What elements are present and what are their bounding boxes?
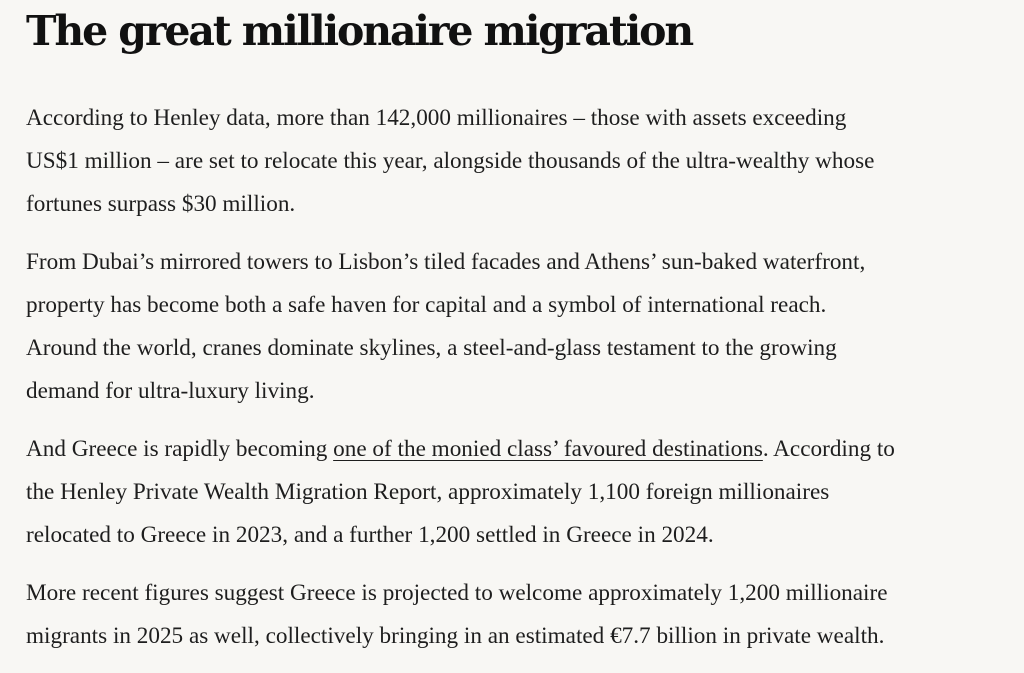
article-paragraph-2 (26, 241, 1006, 413)
paragraph-line: From Dubai’s mirrored towers to Lisbon’s tiled facades and Athens’ sun-baked waterfront, (26, 249, 866, 275)
paragraph-line: relocated to Greece in 2023, and a further 1,200 settled in Greece in 2024. (26, 522, 714, 548)
paragraph-line: According to Henley data, more than 142,000 millionaires – those with assets exceeding (26, 105, 847, 131)
paragraph-line: fortunes surpass $30 million. (26, 191, 296, 217)
paragraph-line: More recent figures suggest Greece is projected to welcome approximately 1,200 millionaire (26, 580, 888, 606)
paragraph-line: migrants in 2025 as well, collectively bringing in an estimated €7.7 billion in private wealth. (26, 623, 885, 649)
article-paragraph-3 (26, 428, 1006, 557)
favoured-destinations-link[interactable]: one of the monied class’ favoured destinations (333, 436, 763, 462)
paragraph-line-with-link (26, 428, 1006, 471)
paragraph-line: demand for ultra-luxury living. (26, 378, 315, 404)
paragraph-line: Around the world, cranes dominate skylines, a steel-and-glass testament to the growing (26, 335, 837, 361)
article-paragraph-4 (26, 572, 1006, 658)
paragraph-text: . According to (762, 436, 895, 462)
article-headline: The great millionaire migration (26, 7, 693, 55)
paragraph-line: property has become both a safe haven for capital and a symbol of international reach. (26, 292, 827, 318)
paragraph-text: And Greece is rapidly becoming (26, 436, 334, 462)
paragraph-line: the Henley Private Wealth Migration Report, approximately 1,100 foreign millionaires (26, 479, 830, 505)
paragraph-line: US$1 million – are set to relocate this year, alongside thousands of the ultra-wealthy whose (26, 148, 875, 174)
article-paragraph-1 (26, 97, 1006, 226)
